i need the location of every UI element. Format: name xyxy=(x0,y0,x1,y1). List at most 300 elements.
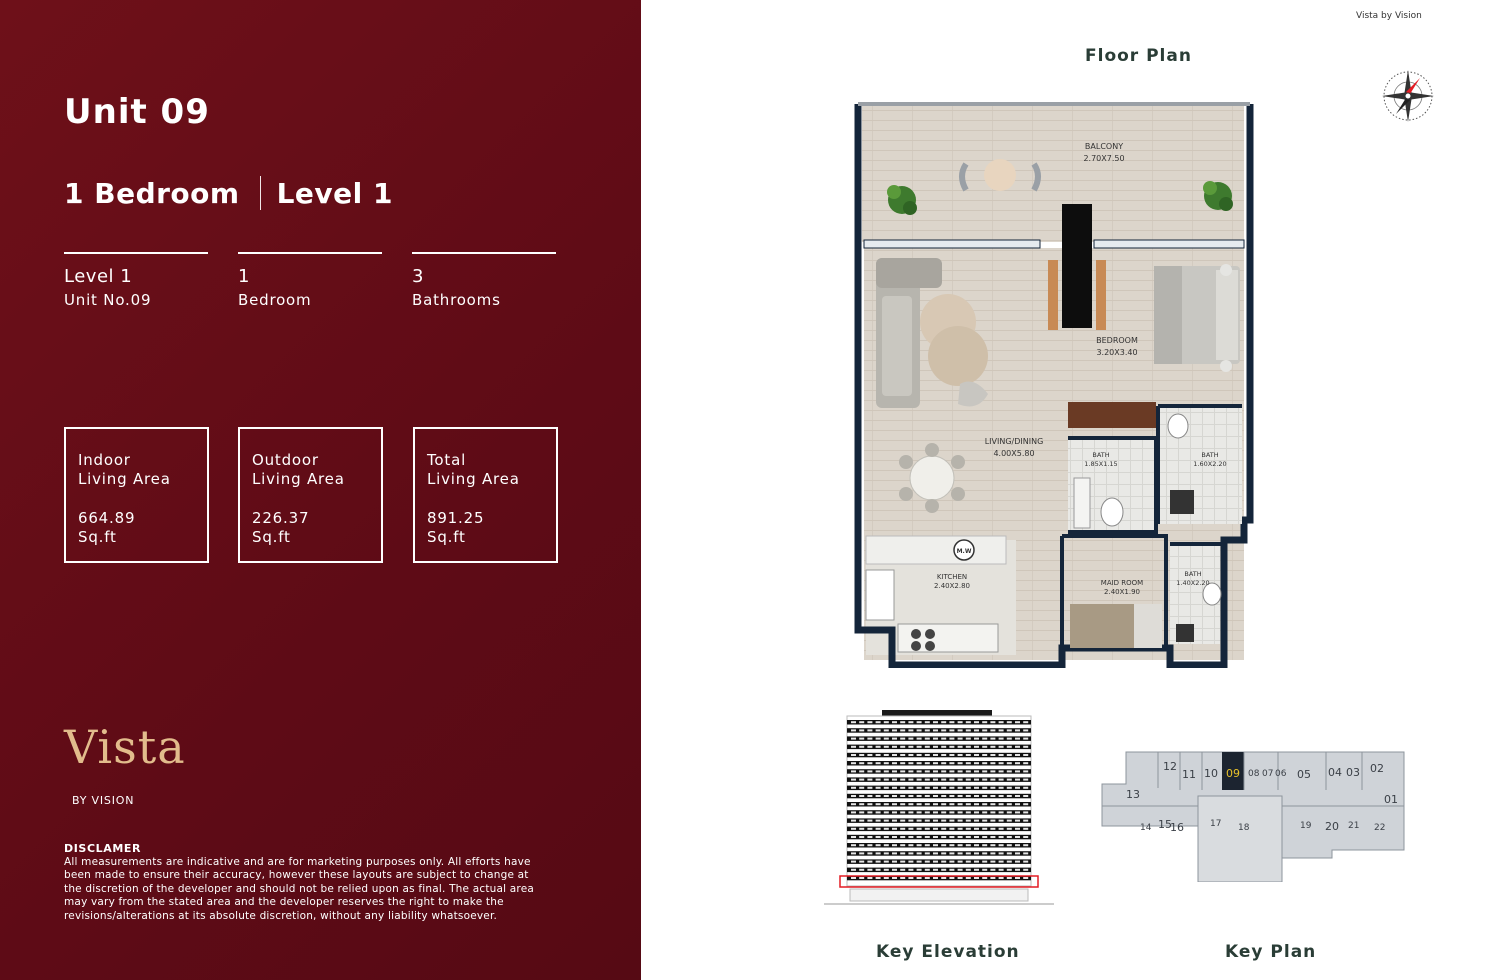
window xyxy=(949,779,954,781)
window xyxy=(925,721,930,723)
window xyxy=(949,770,954,772)
window xyxy=(966,746,971,748)
window xyxy=(949,861,954,863)
window xyxy=(1007,877,1012,879)
window xyxy=(859,779,864,781)
window xyxy=(859,836,864,838)
top-brand-credit: Vista by Vision xyxy=(1356,11,1422,21)
window xyxy=(999,787,1004,789)
window xyxy=(966,721,971,723)
window xyxy=(917,754,922,756)
area-value: 891.25 xyxy=(427,509,485,527)
window xyxy=(974,869,979,871)
window xyxy=(999,754,1004,756)
window xyxy=(941,869,946,871)
window xyxy=(933,721,938,723)
window xyxy=(941,721,946,723)
window xyxy=(867,852,872,854)
window xyxy=(1023,746,1028,748)
window xyxy=(974,820,979,822)
window xyxy=(999,844,1004,846)
window xyxy=(958,828,963,830)
window xyxy=(900,828,905,830)
window xyxy=(892,844,897,846)
window xyxy=(867,869,872,871)
window xyxy=(966,844,971,846)
bed xyxy=(1154,266,1240,364)
window xyxy=(851,869,856,871)
window xyxy=(1015,844,1020,846)
window xyxy=(1023,811,1028,813)
window xyxy=(867,770,872,772)
window xyxy=(958,820,963,822)
window xyxy=(851,844,856,846)
window xyxy=(884,877,889,879)
window xyxy=(990,729,995,731)
window xyxy=(892,836,897,838)
window xyxy=(941,820,946,822)
window xyxy=(867,721,872,723)
window xyxy=(908,746,913,748)
window xyxy=(958,852,963,854)
window xyxy=(925,844,930,846)
window xyxy=(941,770,946,772)
nightstand-lamp xyxy=(1220,264,1232,276)
window xyxy=(867,729,872,731)
window xyxy=(1023,803,1028,805)
window xyxy=(949,729,954,731)
window xyxy=(941,795,946,797)
disclaimer-title: DISCLAMER xyxy=(64,842,142,855)
window xyxy=(999,795,1004,797)
window xyxy=(949,803,954,805)
window xyxy=(1015,836,1020,838)
room-label: MAID ROOM xyxy=(1100,579,1144,587)
window xyxy=(917,877,922,879)
window xyxy=(949,877,954,879)
window xyxy=(999,779,1004,781)
window xyxy=(941,844,946,846)
bathroom-1 xyxy=(1068,438,1156,532)
window xyxy=(933,861,938,863)
window xyxy=(990,877,995,879)
unit-label: 16 xyxy=(1170,821,1184,834)
window xyxy=(933,762,938,764)
window xyxy=(949,754,954,756)
window xyxy=(851,836,856,838)
window xyxy=(900,787,905,789)
window xyxy=(1015,811,1020,813)
window xyxy=(966,836,971,838)
window xyxy=(876,852,881,854)
window xyxy=(884,828,889,830)
window xyxy=(999,861,1004,863)
window xyxy=(941,803,946,805)
window xyxy=(884,721,889,723)
window xyxy=(925,803,930,805)
window xyxy=(917,721,922,723)
unit-label: 11 xyxy=(1182,768,1196,781)
window xyxy=(974,754,979,756)
window xyxy=(982,828,987,830)
window xyxy=(1007,820,1012,822)
window xyxy=(892,811,897,813)
window xyxy=(876,746,881,748)
highlight-unit-label: 09 xyxy=(1226,767,1240,780)
unit-label: 19 xyxy=(1300,821,1312,831)
room-size: 2.40X2.80 xyxy=(934,582,970,590)
stat-level xyxy=(64,252,208,309)
window xyxy=(900,721,905,723)
window xyxy=(1007,762,1012,764)
window xyxy=(990,836,995,838)
window xyxy=(892,877,897,879)
window xyxy=(941,828,946,830)
window xyxy=(1007,738,1012,740)
area-unit: Sq.ft xyxy=(427,528,466,546)
window xyxy=(949,795,954,797)
window xyxy=(1007,754,1012,756)
window xyxy=(958,877,963,879)
window xyxy=(900,738,905,740)
window xyxy=(859,861,864,863)
window xyxy=(941,762,946,764)
window xyxy=(884,770,889,772)
window xyxy=(925,779,930,781)
window xyxy=(876,803,881,805)
window xyxy=(925,754,930,756)
room-label: BATH xyxy=(1201,451,1219,459)
window xyxy=(941,779,946,781)
window xyxy=(908,762,913,764)
window xyxy=(933,869,938,871)
unit-label: 06 xyxy=(1275,769,1287,779)
window xyxy=(990,738,995,740)
stat-value: Level 1 xyxy=(64,266,133,287)
window xyxy=(884,861,889,863)
window xyxy=(859,746,864,748)
window xyxy=(974,861,979,863)
window xyxy=(966,803,971,805)
window xyxy=(974,746,979,748)
floor-plan-drawing xyxy=(854,100,1254,668)
window xyxy=(884,803,889,805)
window xyxy=(958,803,963,805)
window xyxy=(892,721,897,723)
window xyxy=(884,746,889,748)
unit-label: 07 xyxy=(1262,769,1274,779)
window xyxy=(1023,820,1028,822)
window xyxy=(1023,721,1028,723)
window xyxy=(917,820,922,822)
window xyxy=(949,836,954,838)
window xyxy=(949,721,954,723)
window xyxy=(1007,852,1012,854)
window xyxy=(925,820,930,822)
window xyxy=(859,820,864,822)
key-elevation-drawing xyxy=(820,708,1056,908)
window xyxy=(958,770,963,772)
window xyxy=(974,762,979,764)
window xyxy=(892,869,897,871)
window xyxy=(892,738,897,740)
window xyxy=(958,795,963,797)
window xyxy=(884,852,889,854)
window xyxy=(851,754,856,756)
window xyxy=(900,754,905,756)
window xyxy=(884,787,889,789)
window xyxy=(958,787,963,789)
window xyxy=(917,762,922,764)
brand-logo: Vista xyxy=(64,720,186,774)
unit-label: 05 xyxy=(1297,768,1311,781)
window xyxy=(867,861,872,863)
bedroom-count-label: 1 Bedroom xyxy=(64,176,240,210)
window xyxy=(884,844,889,846)
window xyxy=(851,877,856,879)
window xyxy=(1007,861,1012,863)
unit-label: 02 xyxy=(1370,762,1384,775)
disclaimer-text: All measurements are indicative and are for marketing purposes only. All efforts have been made to ensure their accuracy, however these layouts are subject to change at the discretion of the developer and should not be relied upon as final. The actual area may vary from the stated area and the developer reserves the right to make the revisions/alterations at its absolute discretion, without any liability whatsoever. xyxy=(64,855,535,922)
window xyxy=(974,795,979,797)
window xyxy=(982,738,987,740)
window xyxy=(949,746,954,748)
window xyxy=(1015,869,1020,871)
window xyxy=(941,746,946,748)
window xyxy=(1023,869,1028,871)
window xyxy=(917,869,922,871)
window xyxy=(876,754,881,756)
window xyxy=(941,729,946,731)
nightstand-lamp xyxy=(1220,360,1232,372)
window xyxy=(982,844,987,846)
window xyxy=(908,844,913,846)
window xyxy=(876,779,881,781)
key-plan-title: Key Plan xyxy=(1225,942,1317,962)
stat-label: Bathrooms xyxy=(412,291,501,309)
window xyxy=(933,738,938,740)
window xyxy=(859,795,864,797)
window xyxy=(876,729,881,731)
window xyxy=(892,787,897,789)
window xyxy=(851,738,856,740)
window xyxy=(949,820,954,822)
window xyxy=(1015,738,1020,740)
area-label-1: Indoor xyxy=(78,451,131,469)
window xyxy=(982,795,987,797)
window xyxy=(900,795,905,797)
window xyxy=(851,852,856,854)
window xyxy=(941,877,946,879)
window xyxy=(876,770,881,772)
window xyxy=(982,754,987,756)
window xyxy=(974,844,979,846)
window xyxy=(933,811,938,813)
window xyxy=(941,836,946,838)
window xyxy=(941,787,946,789)
stat-label: Bedroom xyxy=(238,291,312,309)
stool xyxy=(1096,260,1106,330)
window xyxy=(966,770,971,772)
stat-bathrooms xyxy=(412,252,556,309)
unit-label: 13 xyxy=(1126,788,1140,801)
window xyxy=(999,869,1004,871)
window xyxy=(917,836,922,838)
window xyxy=(867,795,872,797)
window xyxy=(908,820,913,822)
window xyxy=(1023,828,1028,830)
window xyxy=(892,762,897,764)
window xyxy=(900,820,905,822)
window xyxy=(900,811,905,813)
window xyxy=(1023,836,1028,838)
window xyxy=(851,795,856,797)
window xyxy=(999,877,1004,879)
window xyxy=(892,746,897,748)
window xyxy=(1007,779,1012,781)
window xyxy=(851,820,856,822)
window xyxy=(999,852,1004,854)
unit-label: 17 xyxy=(1210,819,1222,829)
window xyxy=(925,738,930,740)
window xyxy=(990,844,995,846)
window xyxy=(958,844,963,846)
window xyxy=(1023,729,1028,731)
compass-icon xyxy=(1376,64,1440,128)
window xyxy=(941,811,946,813)
window xyxy=(900,861,905,863)
window xyxy=(859,869,864,871)
window xyxy=(917,779,922,781)
window xyxy=(982,811,987,813)
window xyxy=(900,729,905,731)
window xyxy=(917,828,922,830)
room-size: 2.70X7.50 xyxy=(1083,154,1125,163)
window xyxy=(1015,861,1020,863)
window xyxy=(966,828,971,830)
area-label-2: Living Area xyxy=(252,470,345,488)
window xyxy=(999,811,1004,813)
window xyxy=(990,811,995,813)
window xyxy=(892,729,897,731)
window xyxy=(925,852,930,854)
window xyxy=(917,795,922,797)
level-label: Level 1 xyxy=(276,176,393,210)
window xyxy=(925,762,930,764)
window xyxy=(999,738,1004,740)
room-label: BEDROOM xyxy=(1096,336,1138,345)
window xyxy=(999,828,1004,830)
window xyxy=(876,738,881,740)
room-size: 1.40X2.20 xyxy=(1176,579,1210,587)
window xyxy=(1007,721,1012,723)
unit-label: 12 xyxy=(1163,760,1177,773)
window xyxy=(867,811,872,813)
key-elevation-title: Key Elevation xyxy=(876,942,1020,962)
window xyxy=(908,729,913,731)
window xyxy=(982,787,987,789)
window xyxy=(892,861,897,863)
rug xyxy=(928,326,988,386)
window xyxy=(933,852,938,854)
window xyxy=(1015,787,1020,789)
window xyxy=(982,836,987,838)
window xyxy=(966,811,971,813)
window xyxy=(999,820,1004,822)
window xyxy=(892,779,897,781)
window xyxy=(982,746,987,748)
window xyxy=(925,828,930,830)
window xyxy=(908,779,913,781)
window xyxy=(1015,770,1020,772)
area-label-2: Living Area xyxy=(78,470,171,488)
window xyxy=(974,811,979,813)
window xyxy=(1015,877,1020,879)
window xyxy=(851,811,856,813)
window xyxy=(900,746,905,748)
room-label: BATH xyxy=(1184,570,1202,578)
window xyxy=(925,770,930,772)
window xyxy=(933,770,938,772)
brand-subtitle: BY VISION xyxy=(72,794,135,807)
window xyxy=(933,779,938,781)
unit-label: 20 xyxy=(1325,820,1339,833)
window xyxy=(876,721,881,723)
window xyxy=(917,746,922,748)
window xyxy=(859,762,864,764)
window xyxy=(925,795,930,797)
window xyxy=(933,844,938,846)
window xyxy=(949,828,954,830)
window xyxy=(900,852,905,854)
window xyxy=(884,836,889,838)
window xyxy=(884,754,889,756)
window xyxy=(867,803,872,805)
window xyxy=(900,836,905,838)
window xyxy=(1007,828,1012,830)
key-plan-drawing xyxy=(1098,748,1408,882)
window xyxy=(1023,762,1028,764)
window xyxy=(851,721,856,723)
window xyxy=(949,762,954,764)
window xyxy=(966,861,971,863)
window xyxy=(867,828,872,830)
area-value: 664.89 xyxy=(78,509,136,527)
window xyxy=(966,852,971,854)
window xyxy=(1007,869,1012,871)
window xyxy=(974,836,979,838)
window xyxy=(925,729,930,731)
window xyxy=(1007,844,1012,846)
window xyxy=(990,779,995,781)
window xyxy=(974,828,979,830)
unit-label: 22 xyxy=(1374,823,1386,833)
window xyxy=(917,803,922,805)
window xyxy=(982,803,987,805)
window xyxy=(876,877,881,879)
room-size: 2.40X1.90 xyxy=(1104,588,1140,596)
window xyxy=(867,844,872,846)
window xyxy=(974,738,979,740)
window xyxy=(958,861,963,863)
window xyxy=(1023,779,1028,781)
window xyxy=(990,820,995,822)
window xyxy=(884,762,889,764)
unit-label: 18 xyxy=(1238,823,1250,833)
window xyxy=(1023,877,1028,879)
balcony-rail xyxy=(858,102,1250,106)
window xyxy=(884,795,889,797)
